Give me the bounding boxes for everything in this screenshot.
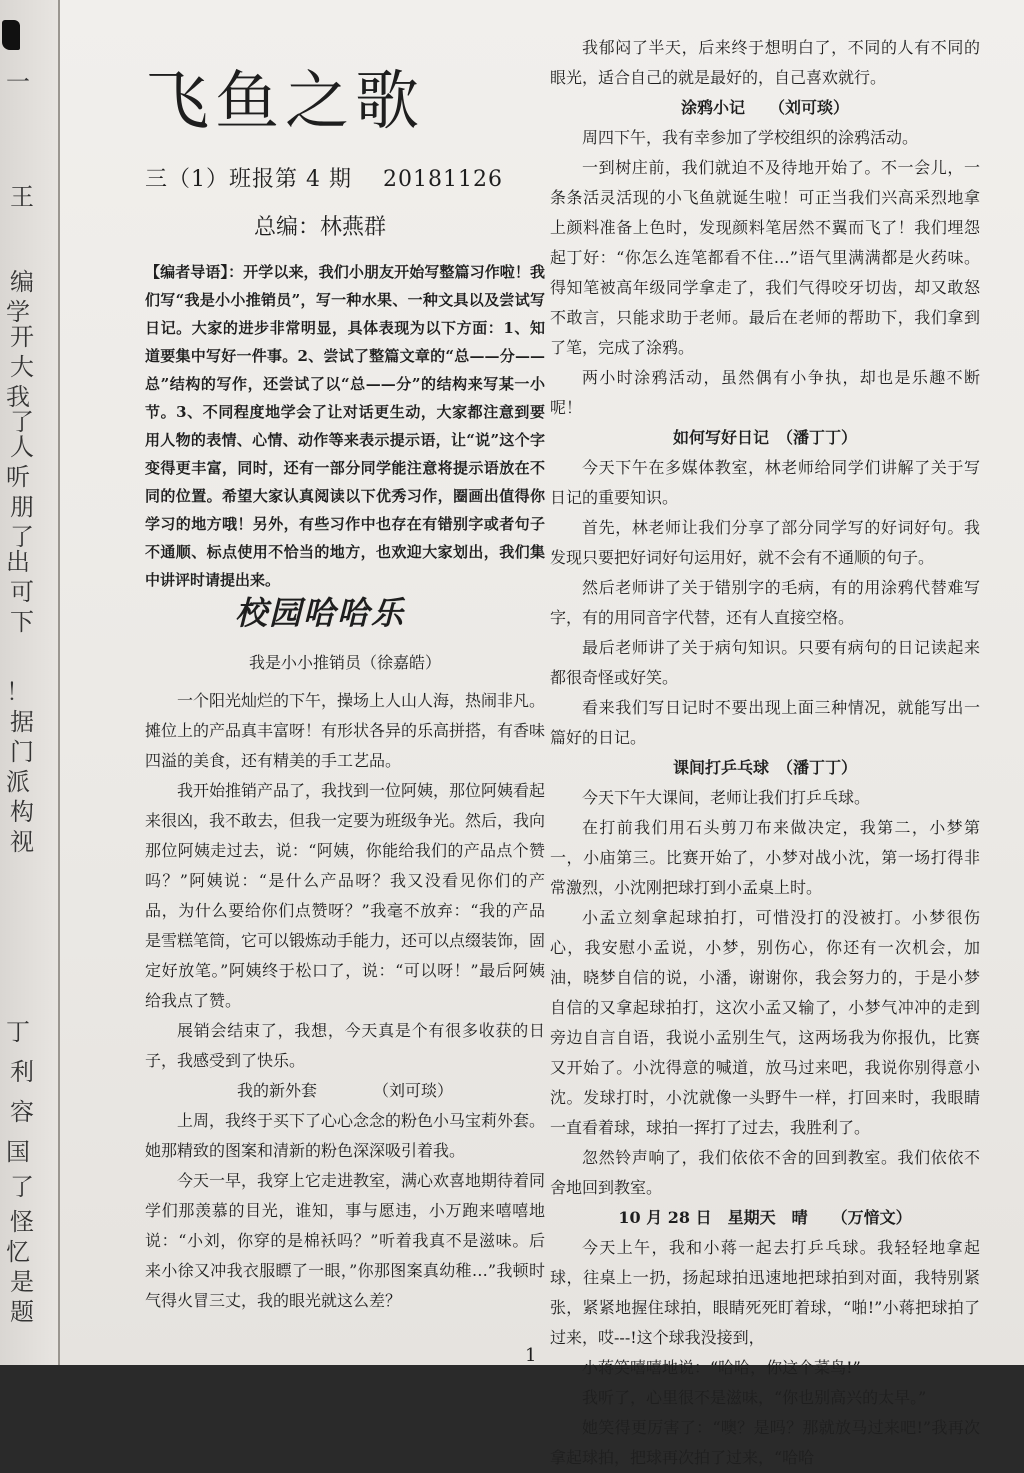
adjacent-page-glyph: 听 [6,463,30,491]
article-paragraph: 两小时涂鸦活动，虽然偶有小争执，却也是乐趣不断呢！ [550,368,980,417]
right-column-body [550,33,980,1473]
section-title: 校园哈哈乐 [234,594,405,632]
adjacent-page-glyph: 构 [10,798,34,826]
adjacent-page-glyph: 了 [10,1173,34,1201]
adjacent-page-glyph: 朋 [10,493,34,521]
adjacent-page-glyph: 王 [10,183,34,211]
article-title: 课间打乒乓球 （潘丁丁） [672,758,857,777]
newspaper-page [60,0,1024,1467]
article-paragraph: 我开始推销产品了，我找到一位阿姨，那位阿姨看起来很凶，我不敢去，但我一定要为班级争光。然后，我向那位阿姨走过去，说：“阿姨，你能给我们的产品点个赞吗？”阿姨说：“是什么产品呀？我又没看见你们的产品，为什么要给你们点赞呀？”我毫不放弃：“我的产品是雪糕笔筒，它可以锻炼动手能力，还可以点缀装饰，固定好放笔。”阿姨终于松口了，说：“可以呀！”最后阿姨给我点了赞。 [145,781,546,1010]
adjacent-page-glyph: 丁 [6,1018,30,1046]
masthead-title: 飞鱼之歌 [145,65,425,139]
article-title: 我的新外套 （刘可琰） [236,1081,453,1100]
editor-guide: 【编者导语】：开学以来，我们小朋友开始写整篇习作啦！我们写“我是小小推销员”，写一种水果、一种文具以及尝试写日记。大家的进步非常明显，具体表现为以下方面：1、知道要集中写好一件事。2、尝试了整篇文章的“总——分——总”结构的写作，还尝试了以“总——分”的结构来写某一小节。3、不同程度地学会了让对话更生动，大家都注意到要用人物的表情、心情、动作等来表示提示语，让“说”这个字变得更丰富，同时，还有一部分同学能注意将提示语放在不同的位置。希望大家认真阅读以下优秀习作，圈画出值得你学习的地方哦！另外，有些习作中也存在有错别字或者句子不通顺、标点使用不恰当的地方，也欢迎大家划出，我们集中讲评时请提出来。 [145,263,545,589]
adjacent-page-glyph: 题 [10,1298,34,1326]
adjacent-page-glyph: 国 [6,1138,30,1166]
page-number: 1 [525,1345,537,1366]
adjacent-page-glyph: 了 [10,408,34,436]
adjacent-page-glyph: 利 [10,1058,34,1086]
adjacent-page-glyph: 派 [6,768,30,796]
article-paragraph: 今天下午在多媒体教室，林老师给同学们讲解了关于写日记的重要知识。 [550,458,980,507]
article-paragraph: 一个阳光灿烂的下午，操场上人山人海，热闹非凡。摊位上的产品真丰富呀！有形状各异的乐高拼搭，有香味四溢的美食，还有精美的手工艺品。 [145,691,546,770]
article-paragraph: 忽然铃声响了，我们依依不舍的回到教室。我们依依不舍地回到教室。 [550,1148,980,1197]
article-title: 涂鸦小记 （刘可琰） [680,98,849,117]
adjacent-page-glyph: 容 [10,1098,34,1126]
ink-blot [2,20,20,50]
adjacent-page-glyph: 视 [10,828,34,856]
article-paragraph: 展销会结束了，我想，今天真是个有很多收获的日子，我感受到了快乐。 [145,1021,545,1070]
adjacent-page-glyph: 可 [10,578,34,606]
article-title: 10 月 28 日 星期天 晴 （万愔文） [618,1208,912,1227]
issue-line: 三（1）班报第 4 期 20181126 [145,167,503,192]
article-paragraph: 我郁闷了半天，后来终于想明白了，不同的人有不同的眼光，适合自己的就是最好的，自己喜欢就行。 [550,38,980,87]
adjacent-page-glyph: 我 [6,383,30,411]
article-salesman [145,648,545,1316]
article-paragraph: 今天下午大课间，老师让我们打乒乓球。 [582,788,871,807]
article-paragraph: 首先，林老师让我们分享了部分同学写的好词好句。我发现只要把好词好句运用好，就不会有不通顺的句子。 [550,518,980,567]
adjacent-page-glyph: 怪 [10,1208,34,1236]
adjacent-page-glyph: 开 [10,323,34,351]
article-paragraph: 上周，我终于买下了心心念念的粉色小马宝莉外套。她那精致的图案和清新的粉色深深吸引着我。 [145,1111,546,1160]
adjacent-page-glyph: 门 [10,738,34,766]
adjacent-page-strip [0,0,60,1365]
article-paragraph: 我听了，心里很不是滋味，“你也别高兴的太早。” [582,1388,927,1407]
adjacent-page-glyph: 大 [10,353,34,381]
article-paragraph: 最后老师讲了关于病句知识。只要有病句的日记读起来都很奇怪或好笑。 [550,638,980,687]
article-paragraph: 今天上午，我和小蒋一起去打乒乓球。我轻轻地拿起球，往桌上一扔，扬起球拍迅速地把球拍到对面，我特别紧张，紧紧地握住球拍，眼睛死死盯着球，“啪!”小蒋把球拍了过来，哎---!这个球我没接到， [550,1238,980,1347]
article-paragraph: 看来我们写日记时不要出现上面三种情况，就能写出一篇好的日记。 [550,698,980,747]
article-paragraph: 在打前我们用石头剪刀布来做决定，我第二，小梦第一，小庙第三。比赛开始了，小梦对战小沈，第一场打得非常激烈，小沈刚把球打到小孟桌上时。 [550,818,980,897]
article-title: 我是小小推销员（徐嘉皓） [248,653,441,672]
adjacent-page-glyph: 编 [10,268,34,296]
article-paragraph: 一到树庄前，我们就迫不及待地开始了。不一会儿，一条条活灵活现的小飞鱼就诞生啦！可正当我们兴高采烈地拿上颜料准备上色时，发现颜料笔居然不翼而飞了！我们埋怨起丁好：“你怎么连笔都看不住…”语气里满满都是火药味。得知笔被高年级同学拿走了，我们气得咬牙切齿，却又敢怒不敢言，只能求助于老师。最后在老师的帮助下，我们拿到了笔，完成了涂鸦。 [550,158,980,357]
article-paragraph: 然后老师讲了关于错别字的毛病，有的用涂鸦代替难写字，有的用同音字代替，还有人直接空格。 [550,578,980,627]
adjacent-page-glyph: 人 [10,433,34,461]
article-paragraph: 小蒋笑嘻嘻地说：“哈哈，你这个菜鸟!” [582,1358,861,1377]
article-paragraph: 她笑得更厉害了：“噢？是吗？那就放马过来吧!”我再次拿起球拍，把球再次拍了过来，“哈哈 [550,1418,980,1467]
adjacent-page-glyph: 一 [6,68,30,96]
adjacent-page-glyph: 下 [10,608,34,636]
adjacent-page-glyph: 据 [10,708,34,736]
article-title: 如何写好日记 （潘丁丁） [672,428,857,447]
adjacent-page-glyph: 学 [6,298,30,326]
adjacent-page-glyph: 忆 [6,1238,30,1266]
editor-line: 总编：林燕群 [253,215,386,240]
article-paragraph: 小孟立刻拿起球拍打，可惜没打的没被打。小梦很伤心，我安慰小孟说，小梦，别伤心，你还有一次机会，加油，晓梦自信的说，小潘，谢谢你，我会努力的，于是小梦自信的又拿起球拍打，这次小孟又输了，小梦气冲冲的走到旁边自言自语，我说小孟别生气，这两场我为你报仇，比赛又开始了。小沈得意的喊道，放马过来吧，我说你别得意小沈。发球打时，小沈就像一头野牛一样，打回来时，我眼睛一直看着球，球拍一挥打了过去，我胜利了。 [550,908,980,1137]
article-paragraph: 今天一早，我穿上它走进教室，满心欢喜地期待着同学们那羡慕的目光，谁知，事与愿违，小万跑来嘻嘻地说：“小刘，你穿的是棉袄吗？”听着我真不是滋味。后来小徐又冲我衣服瞟了一眼，”你那图案真幼稚…”我顿时气得火冒三丈，我的眼光就这么差？ [145,1171,546,1310]
adjacent-page-glyph: 出 [6,548,30,576]
adjacent-page-glyph: ！ [6,678,30,706]
article-paragraph: 周四下午，我有幸参加了学校组织的涂鸦活动。 [582,128,919,147]
adjacent-page-glyph: 是 [10,1268,34,1296]
adjacent-page-glyph: 了 [10,523,34,551]
